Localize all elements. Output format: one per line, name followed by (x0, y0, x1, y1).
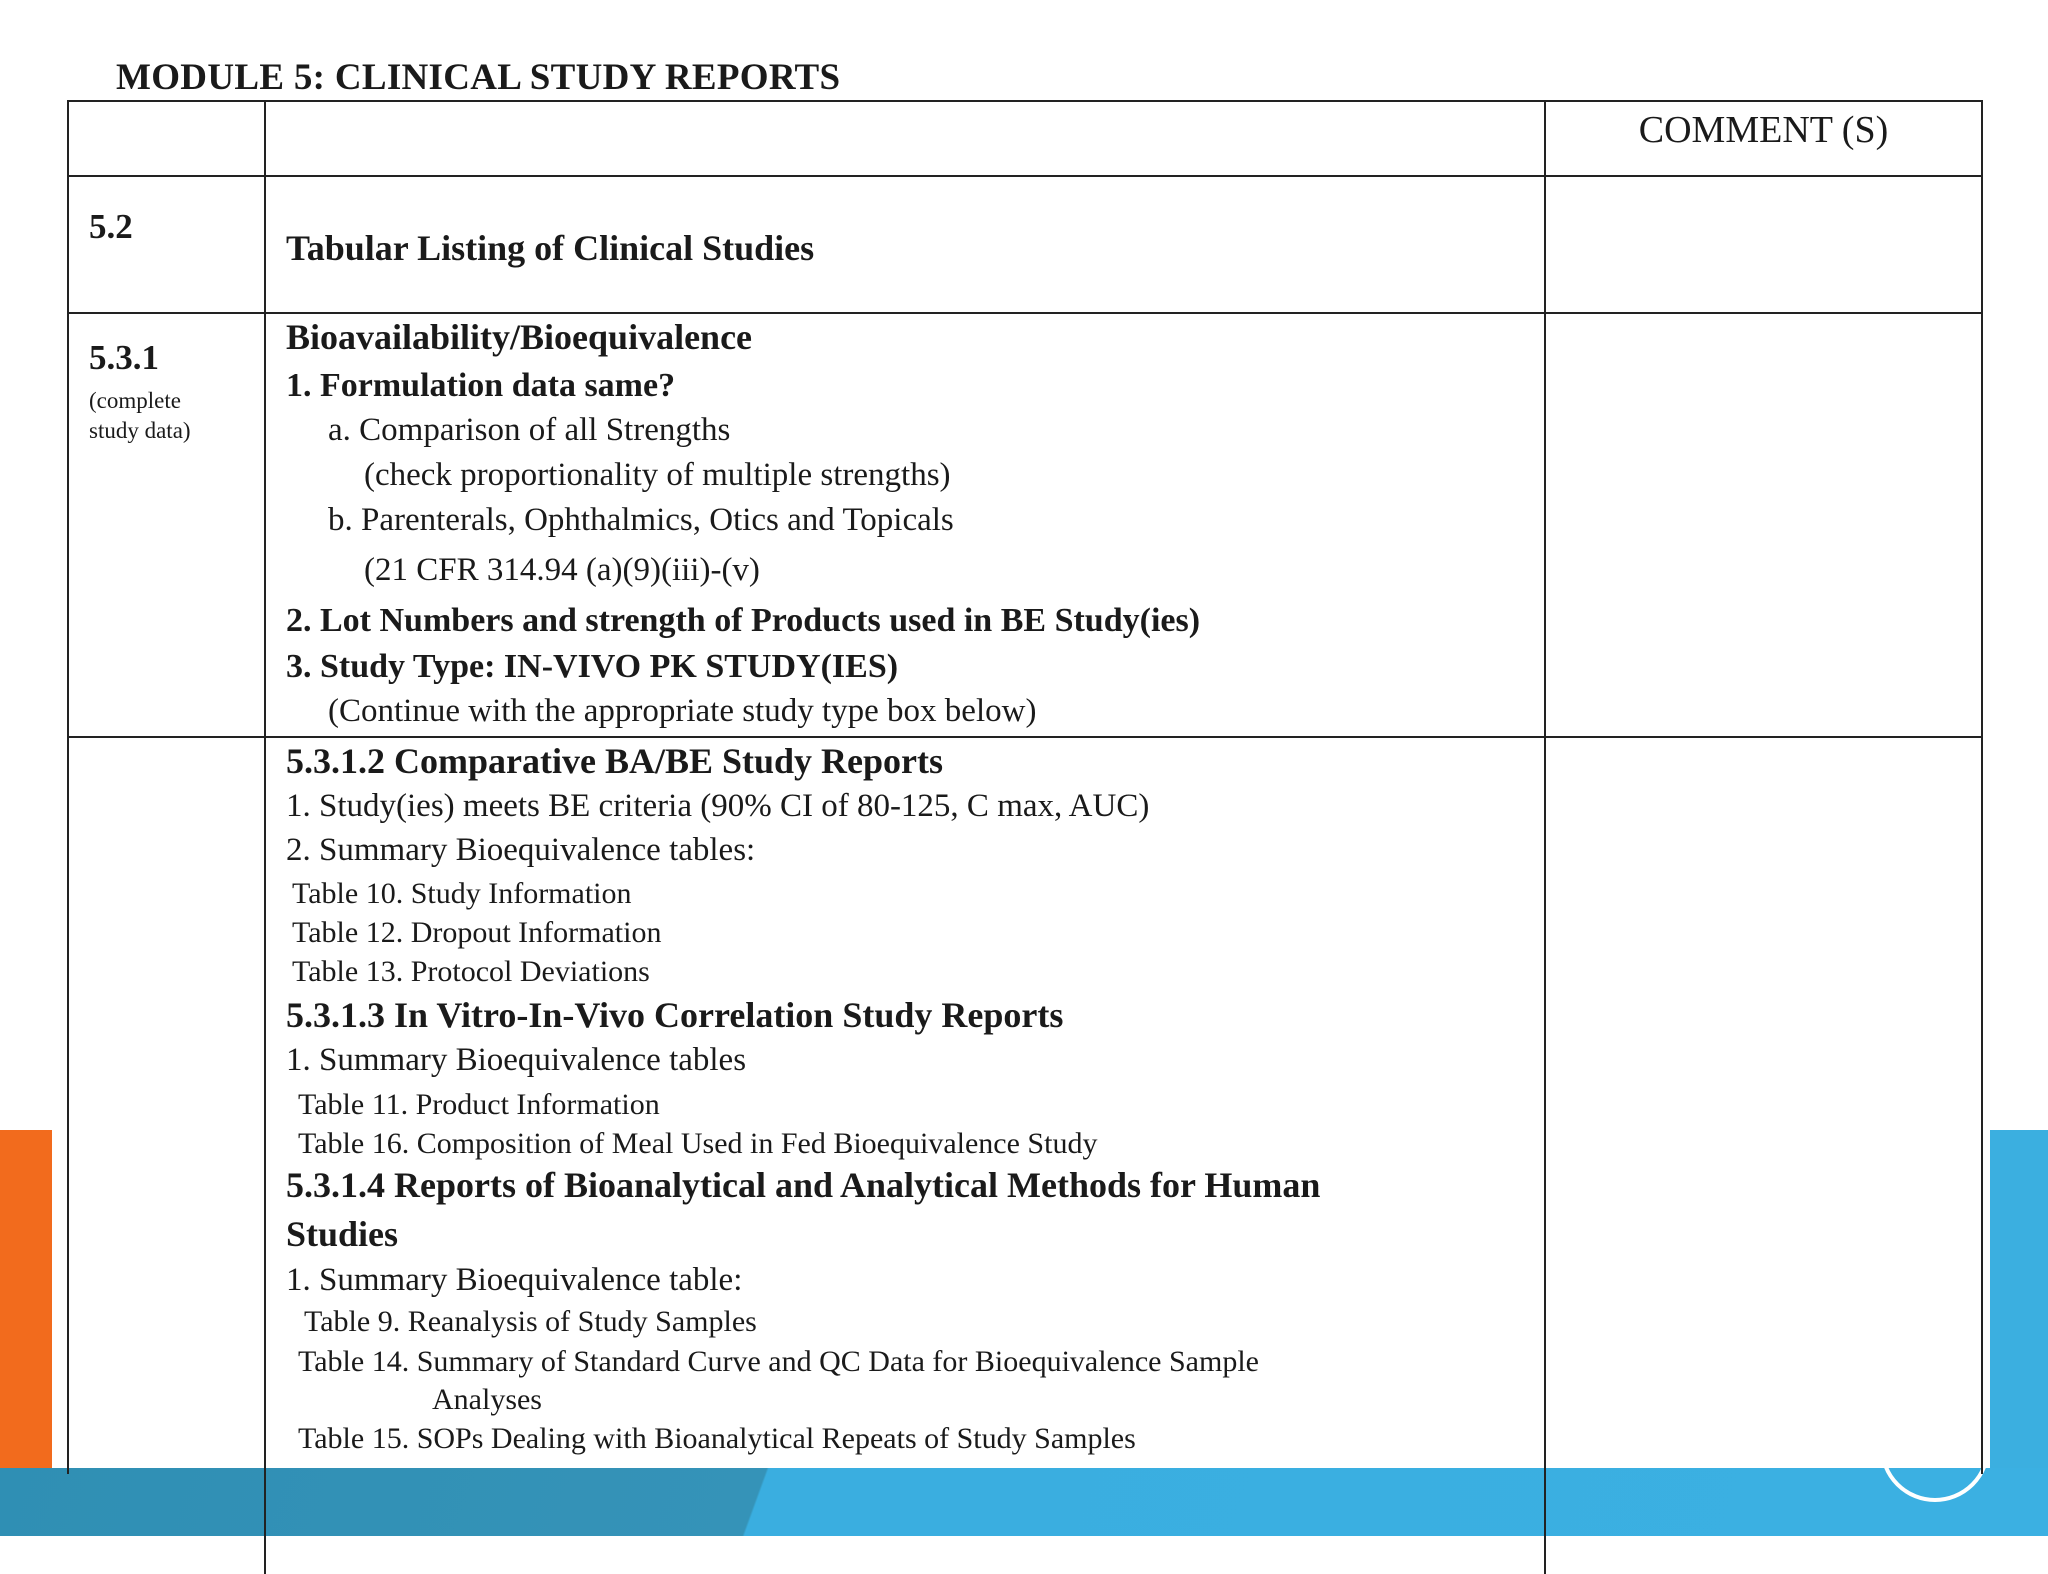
code-cell (69, 738, 266, 1574)
checklist-subitem: a. Comparison of all Strengths (328, 412, 731, 448)
table-reference: Table 15. SOPs Dealing with Bioanalytical Repeats of Study Samples (298, 1422, 1136, 1455)
table-reference-continued: Analyses (432, 1383, 542, 1416)
section-note-line2: study data) (89, 418, 191, 443)
table-row-5-2 (69, 177, 1981, 314)
section-code: 5.2 (89, 207, 133, 246)
table-header-row (69, 102, 1981, 177)
header-cell-comment (1546, 102, 1981, 175)
table-reference: Table 14. Summary of Standard Curve and QC Data for Bioequivalence Sample (298, 1345, 1259, 1378)
code-cell (69, 177, 266, 312)
section-note-line1: (complete (89, 388, 181, 413)
section-heading: Bioavailability/Bioequivalence (286, 317, 753, 357)
description-cell (266, 314, 1546, 736)
checklist-note: (check proportionality of multiple strengths) (364, 457, 951, 493)
checklist-note: (Continue with the appropriate study type box below) (328, 693, 1037, 729)
comment-column-header: COMMENT (S) (1638, 109, 1889, 151)
table-reference: Table 13. Protocol Deviations (292, 955, 650, 988)
comment-cell (1546, 314, 1981, 736)
checklist-item: 3. Study Type: IN-VIVO PK STUDY(IES) (286, 648, 899, 685)
checklist-item: 1. Study(ies) meets BE criteria (90% CI of 80-125, C max, AUC) (286, 788, 1150, 824)
subsection-heading: 5.3.1.4 Reports of Bioanalytical and Analytical Methods for Human (286, 1165, 1321, 1205)
subsection-heading-continued: Studies (286, 1214, 399, 1254)
checklist-item: 1. Summary Bioequivalence tables (286, 1042, 747, 1078)
checklist-note: (21 CFR 314.94 (a)(9)(iii)-(v) (364, 552, 760, 588)
table-row-5-3-1 (69, 314, 1981, 738)
table-reference: Table 9. Reanalysis of Study Samples (304, 1305, 757, 1338)
table-reference: Table 11. Product Information (298, 1088, 660, 1121)
checklist-item: 1. Formulation data same? (286, 367, 676, 404)
table-row-5-3-1-x (69, 738, 1981, 1574)
comment-cell (1546, 177, 1981, 312)
header-cell-description (266, 102, 1546, 175)
section-heading: Tabular Listing of Clinical Studies (286, 228, 815, 268)
subsection-heading: 5.3.1.3 In Vitro-In-Vivo Correlation Study Reports (286, 995, 1064, 1035)
table-reference: Table 10. Study Information (292, 877, 632, 910)
table-reference: Table 16. Composition of Meal Used in Fed Bioequivalence Study (298, 1127, 1098, 1160)
table-reference: Table 12. Dropout Information (292, 916, 662, 949)
header-cell-code (69, 102, 266, 175)
checklist-item: 1. Summary Bioequivalence table: (286, 1262, 743, 1298)
subsection-heading: 5.3.1.2 Comparative BA/BE Study Reports (286, 741, 944, 781)
clinical-study-table (67, 100, 1983, 1474)
document-title: MODULE 5: CLINICAL STUDY REPORTS (116, 57, 841, 98)
code-cell (69, 314, 266, 736)
checklist-item: 2. Lot Numbers and strength of Products used in BE Study(ies) (286, 602, 1201, 639)
description-cell (266, 177, 1546, 312)
checklist-subitem: b. Parenterals, Ophthalmics, Otics and Topicals (328, 502, 954, 538)
description-cell (266, 738, 1546, 1574)
section-code: 5.3.1 (89, 338, 159, 377)
comment-cell (1546, 738, 1981, 1574)
checklist-item: 2. Summary Bioequivalence tables: (286, 832, 756, 868)
